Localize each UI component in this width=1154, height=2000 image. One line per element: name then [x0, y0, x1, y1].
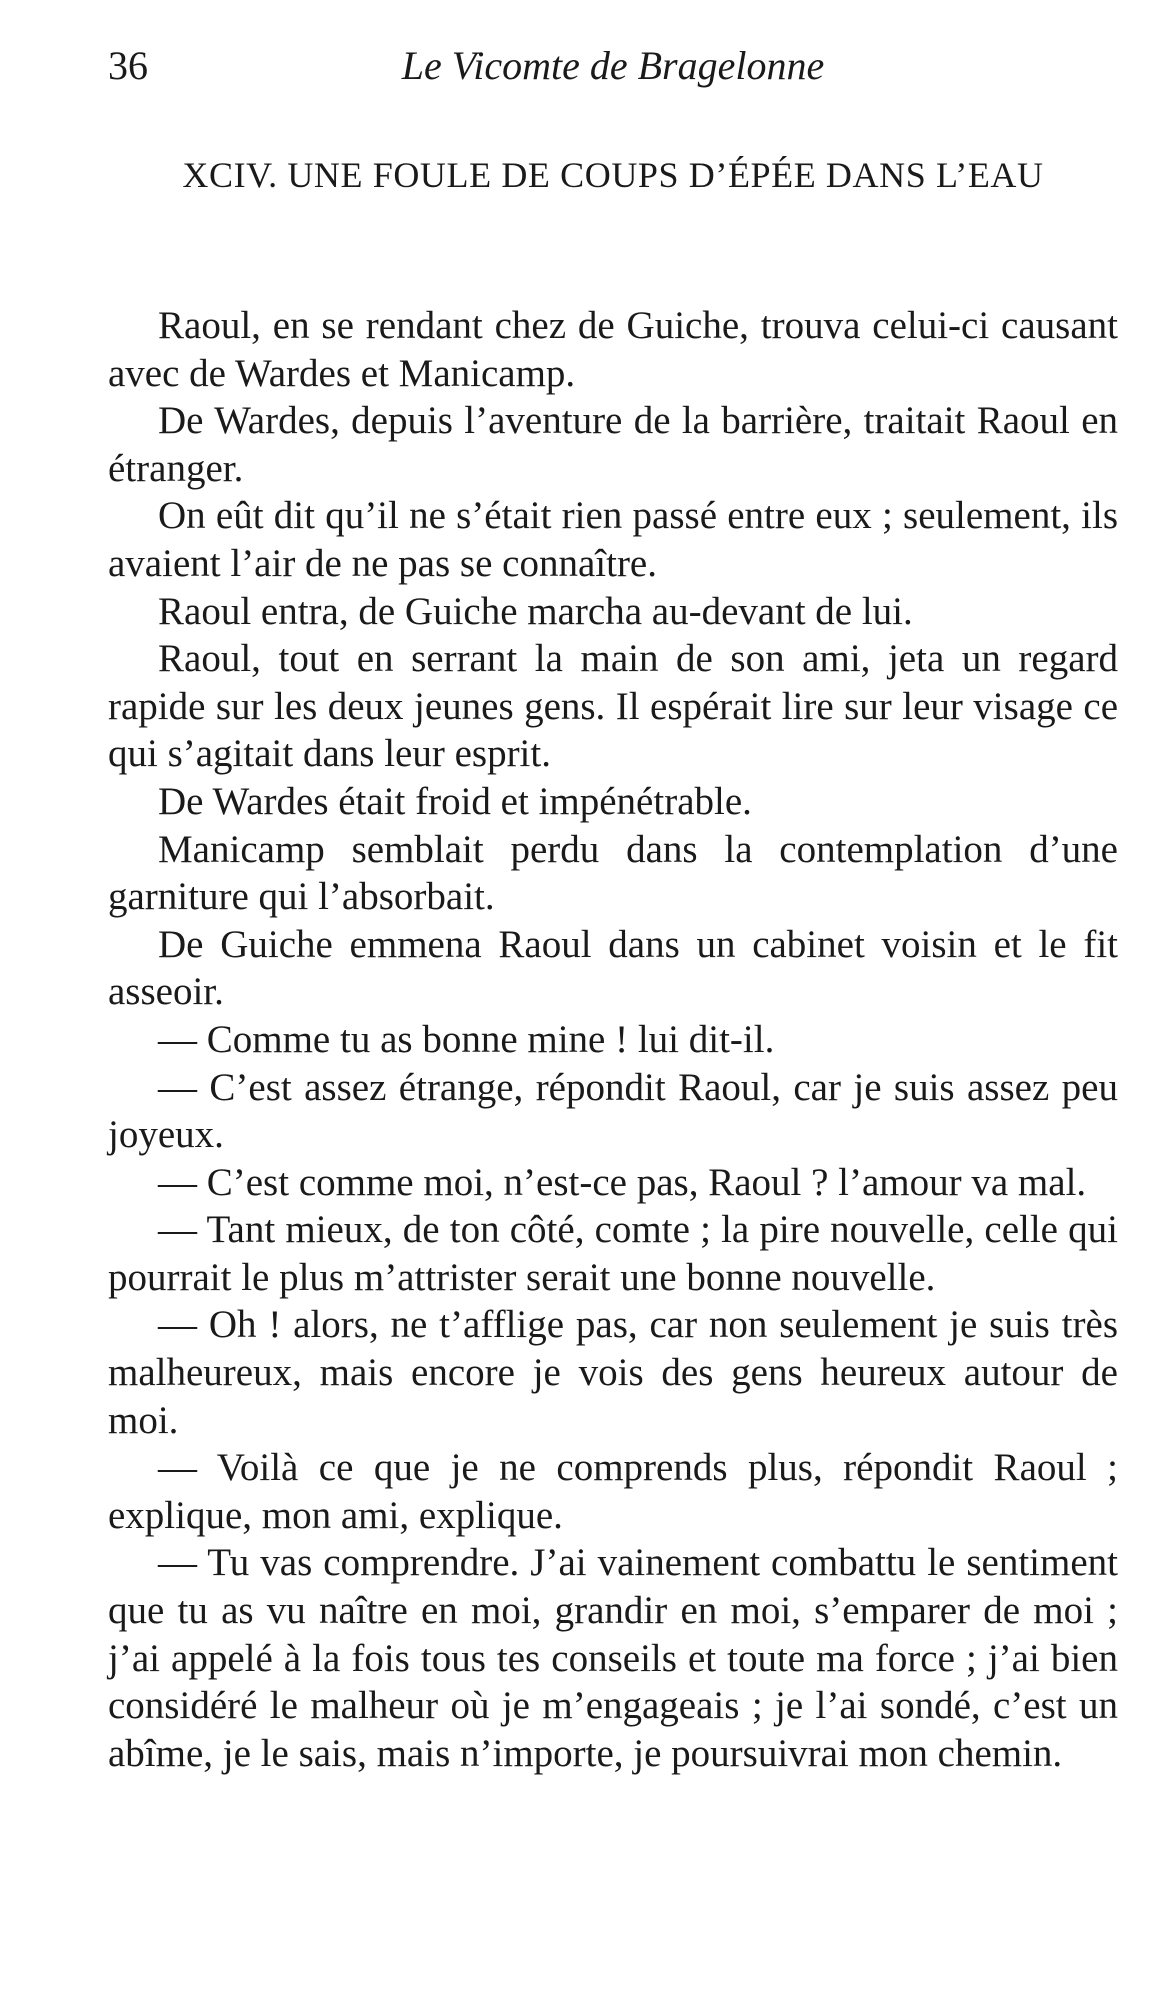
- paragraph: De Guiche emmena Raoul dans un cabinet voisin et le fit asseoir.: [108, 922, 1118, 1014]
- paragraph: Manicamp semblait perdu dans la contemplation d’une garniture qui l’absorbait.: [108, 827, 1118, 919]
- page-number: 36: [108, 43, 148, 88]
- paragraph: De Wardes, depuis l’aventure de la barrière, traitait Raoul en étranger.: [108, 399, 1118, 490]
- paragraph: Raoul entra, de Guiche marcha au-devant de lui.: [158, 589, 913, 633]
- running-head: [108, 36, 1118, 96]
- dialogue-paragraph: — C’est comme moi, n’est-ce pas, Raoul ? l’amour va mal.: [158, 1160, 1087, 1204]
- paragraph: On eût dit qu’il ne s’était rien passé entre eux ; seulement, ils avaient l’air de ne pas se connaître.: [108, 494, 1118, 585]
- paragraph: Raoul, tout en serrant la main de son ami, jeta un regard rapide sur les deux jeunes gens. Il espérait lire sur leur visage ce qui s’agitait dans leur esprit.: [108, 637, 1118, 776]
- body-text: [108, 302, 1118, 1777]
- dialogue-paragraph: — Comme tu as bonne mine ! lui dit-il.: [158, 1017, 775, 1061]
- dialogue-paragraph: — Tant mieux, de ton côté, comte ; la pire nouvelle, celle qui pourrait le plus m’attrister serait une bonne nouvelle.: [108, 1208, 1118, 1299]
- dialogue-paragraph: — Tu vas comprendre. J’ai vainement combattu le sentiment que tu as vu naître en moi, grandir en moi, s’emparer de moi ; j’ai appelé à la fois tous tes conseils et toute ma force ; j’ai bien considéré le malheur où je m’engageais ; je l’ai sondé, c’est un abîme, je le sais, mais n’importe, je poursuivrai mon chemin.: [108, 1541, 1118, 1775]
- dialogue-paragraph: — Voilà ce que je ne comprends plus, répondit Raoul ; explique, mon ami, explique.: [108, 1446, 1118, 1537]
- paragraph: Raoul, en se rendant chez de Guiche, trouva celui-ci causant avec de Wardes et Manicamp.: [108, 304, 1118, 395]
- dialogue-paragraph: — Oh ! alors, ne t’afflige pas, car non seulement je suis très malheureux, mais encore je vois des gens heureux autour de moi.: [108, 1303, 1118, 1442]
- paragraph: De Wardes était froid et impénétrable.: [158, 779, 752, 823]
- dialogue-paragraph: — C’est assez étrange, répondit Raoul, car je suis assez peu joyeux.: [108, 1065, 1118, 1157]
- chapter-title: XCIV. UNE FOULE DE COUPS D’ÉPÉE DANS L’EAU: [182, 155, 1044, 195]
- book-title: Le Vicomte de Bragelonne: [401, 43, 825, 88]
